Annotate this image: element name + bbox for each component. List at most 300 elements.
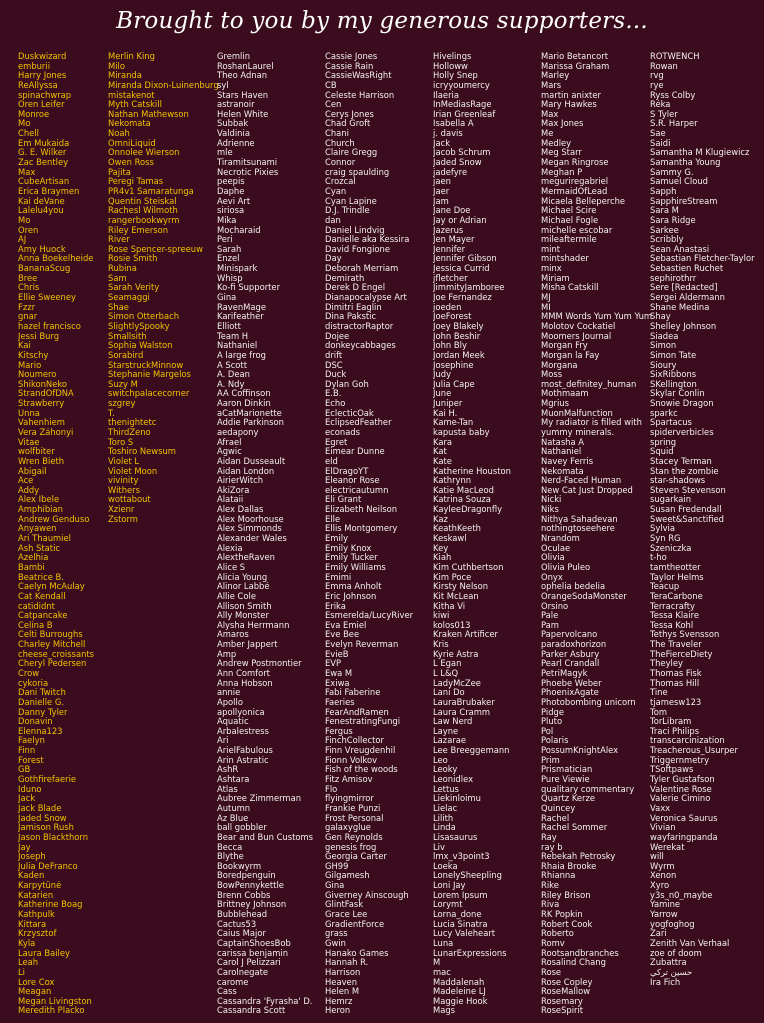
supporter-name: Stars Haven	[217, 90, 269, 100]
supporter-name: Cactus53	[217, 919, 257, 929]
supporter-name: jaen	[433, 177, 451, 187]
supporter-name: Jaded Snow	[18, 813, 67, 823]
supporter-name: Katie MacLeod	[433, 485, 494, 495]
supporter-name: Danielle G.	[18, 697, 64, 707]
supporter-name: Teacup	[650, 582, 680, 592]
supporter-name: AirierWitch	[217, 476, 264, 486]
supporter-name: Forest	[18, 755, 44, 765]
supporter-name: LadyMcZee	[433, 678, 481, 688]
supporter-name: Holly Snep	[433, 71, 478, 81]
supporter-name: Finn Vreugdenhil	[325, 746, 396, 756]
supporter-name: Réka	[650, 100, 671, 110]
supporter-name: Marissa Graham	[541, 61, 610, 71]
supporter-name: Polaris	[541, 736, 569, 746]
supporter-name: Saidi	[650, 138, 671, 148]
supporter-name: JoeForest	[433, 312, 472, 322]
supporter-name: Alysha Herrmann	[217, 620, 290, 630]
supporter-name: Kaden	[18, 871, 45, 881]
supporter-name: Moomers Journal	[541, 331, 612, 341]
supporter-name: Whisp	[217, 273, 243, 283]
supporter-name: Riley Emerson	[108, 225, 169, 235]
supporter-name: Duck	[325, 370, 347, 380]
supporter-column-7	[650, 52, 755, 987]
supporter-name: Lore Cox	[18, 977, 55, 987]
supporter-name: Nathaniel	[541, 447, 582, 457]
supporter-name: Layne	[433, 726, 459, 736]
supporter-name: Valentine Rose	[650, 784, 712, 794]
supporter-name: Roberto	[541, 929, 574, 939]
supporter-name: Simon Otterbach	[108, 312, 180, 322]
supporter-name: Elle	[325, 514, 341, 524]
supporter-name: Ellie Sweeney	[18, 293, 76, 303]
supporter-name: Amp	[217, 649, 237, 659]
supporter-name: A. Dean	[217, 370, 250, 380]
supporter-name: Withers	[108, 485, 140, 495]
supporter-name: Jessica Currid	[433, 264, 490, 274]
supporter-name: Romv	[541, 938, 565, 948]
supporter-name: Bree	[18, 273, 38, 283]
supporter-name: Gen Reynolds	[325, 832, 383, 842]
supporter-column-6	[541, 52, 652, 1016]
supporter-name: Skylar Conlin	[650, 389, 705, 399]
supporter-name: Max	[18, 167, 36, 177]
supporter-name: Zac Bentley	[18, 158, 69, 168]
supporter-name: Cyan	[325, 186, 347, 196]
supporter-name: The Traveler	[650, 640, 702, 650]
supporter-name: Sara M	[650, 206, 679, 216]
supporter-name: Snowie Dragon	[650, 399, 714, 409]
supporter-name: jadefyre	[433, 167, 468, 177]
supporter-name: Thomas Fisk	[650, 669, 702, 678]
supporter-name: Morgan Fry	[541, 341, 588, 351]
supporter-name: CaptainShoesBob	[217, 938, 291, 948]
supporter-name: Cerys Jones	[325, 109, 374, 119]
supporter-name: ReAllyssa	[18, 80, 58, 90]
supporter-name: rvg	[650, 71, 664, 81]
supporter-columns	[0, 52, 764, 1017]
supporter-name: My radiator is filled with	[541, 418, 642, 428]
supporter-name: Kaz	[433, 514, 448, 524]
supporter-name: Katarien	[18, 890, 54, 900]
supporter-name: Shae	[108, 302, 129, 312]
supporter-name: Lorymt	[433, 900, 463, 910]
supporter-name: Stephanie Margelos	[108, 370, 191, 380]
supporter-name: Helen M	[325, 987, 360, 997]
supporter-name: Micaela Belleperche	[541, 196, 626, 206]
supporter-name: Nrandom	[541, 534, 580, 544]
supporter-name: Amber Jappert	[217, 640, 278, 650]
supporter-name: icryyoumercy	[433, 80, 490, 90]
supporter-name: ArielFabulous	[217, 746, 273, 756]
supporter-name: Sara Ridge	[650, 215, 696, 225]
supporter-name: nothingtoseehere	[541, 524, 615, 534]
supporter-name: Vitae	[18, 437, 40, 447]
supporter-name: RoshanLaurel	[217, 61, 274, 71]
supporter-name: GradientForce	[325, 919, 385, 929]
supporter-name: Olivia	[541, 553, 565, 563]
supporter-name: cykoria	[18, 678, 49, 688]
supporter-name: Julia Cape	[433, 379, 475, 389]
supporter-name: Joseph	[18, 852, 46, 862]
supporter-name: Fish of the woods	[325, 765, 398, 775]
supporter-name: thenightetc	[108, 418, 157, 428]
supporter-name: Kai deVane	[18, 196, 65, 206]
supporter-name: Laura Cramm	[433, 707, 491, 717]
supporter-name: Eimear Dunne	[325, 447, 385, 457]
supporter-name: Medley	[541, 138, 572, 148]
supporter-name: Wren Bieth	[18, 456, 65, 466]
supporter-name: yogfoghog	[650, 919, 695, 929]
supporter-name: Allison Smith	[217, 601, 272, 611]
supporter-name: SixRibbons	[650, 370, 697, 380]
supporter-name: Azelhia	[18, 553, 49, 563]
supporter-name: y3s_n0_maybe	[650, 890, 713, 900]
supporter-name: Aquatic	[217, 717, 249, 727]
supporter-name: Joe Fernandez	[433, 293, 492, 303]
supporter-name: Alataii	[217, 495, 244, 505]
supporter-name: Daphe	[217, 186, 245, 196]
supporter-name: Kathpulk	[18, 910, 55, 920]
supporter-name: EVP	[325, 659, 342, 669]
supporter-name: Tessa Kohl	[650, 620, 694, 630]
supporter-name: Fionn Volkov	[325, 755, 378, 765]
supporter-name: EclipsedFeather	[325, 418, 392, 428]
supporter-name: Rosie Smith	[108, 254, 158, 264]
supporter-name: Lalelu4you	[18, 206, 64, 216]
supporter-name: Molotov Cockatiel	[541, 321, 616, 331]
supporter-name: Valdinia	[217, 129, 250, 139]
supporter-name: Onyx	[541, 572, 563, 582]
supporter-name: t-ho	[650, 553, 667, 563]
supporter-name: Suzy M	[108, 379, 138, 389]
supporter-name: mintshader	[541, 254, 589, 264]
supporter-name: joeden	[433, 302, 462, 312]
supporter-name: Gilgamesh	[325, 871, 370, 881]
supporter-name: Jack	[433, 138, 451, 148]
supporter-name: Donavin	[18, 717, 53, 727]
supporter-name: most_definitey_human	[541, 379, 637, 389]
supporter-name: Gothfirefaerie	[18, 775, 77, 785]
supporter-name: Alex Moorhouse	[217, 514, 284, 524]
supporter-name: OrangeSodaMonster	[541, 591, 627, 601]
supporter-name: Cassandra Scott	[217, 1006, 286, 1016]
supporter-name: Aidan Dusseault	[217, 456, 286, 466]
supporter-name: Sean Anastasi	[650, 244, 710, 254]
supporter-name: michelle escobar	[541, 225, 613, 235]
supporter-name: vivinity	[108, 476, 139, 486]
supporter-name: LauraBrubaker	[433, 697, 495, 707]
supporter-name: Emily	[325, 534, 349, 544]
supporter-name: Syn RG	[650, 534, 681, 544]
supporter-name: Tiramitsunami	[217, 158, 278, 168]
supporter-name: Lielac	[433, 803, 458, 813]
supporter-name: Nekomata	[541, 466, 584, 476]
supporter-name: حسين تركي	[650, 967, 693, 977]
supporter-name: Cassandra 'Fyrasha' D.	[217, 996, 313, 1006]
supporter-name: Finn	[18, 746, 36, 756]
supporter-name: ophelia bedelia	[541, 582, 606, 592]
supporter-name: Quincey	[541, 803, 576, 813]
supporter-name: Rebekah Petrosky	[541, 852, 616, 862]
supporter-name: Noumero	[18, 370, 57, 380]
supporter-name: Rhaia Brooke	[541, 861, 597, 871]
supporter-name: Amy Huock	[18, 244, 66, 254]
supporter-name: Siadea	[650, 331, 679, 341]
supporter-name: Samantha M Klugiewicz	[650, 148, 750, 158]
supporter-name: Stan the zombie	[650, 466, 719, 476]
supporter-name: PetriMagyk	[541, 669, 588, 678]
supporter-name: Lazarae	[433, 736, 467, 746]
supporter-name: RavenMage	[217, 302, 267, 312]
supporter-name: Tessa Klaire	[650, 611, 700, 621]
supporter-name: Mika	[217, 215, 237, 225]
supporter-name: Kai	[18, 341, 31, 351]
supporter-name: Krzysztof	[18, 929, 57, 939]
supporter-column-3	[217, 52, 313, 1016]
supporter-name: Bubblehead	[217, 910, 268, 920]
supporter-name: flyingmirror	[325, 794, 374, 804]
supporter-name: Faeries	[325, 697, 355, 707]
supporter-name: genesis frog	[325, 842, 377, 852]
supporter-name: RoseSpirit	[541, 1006, 584, 1016]
supporter-name: Karpytünė	[18, 881, 62, 891]
supporter-name: SlightlySpooky	[108, 321, 170, 331]
supporter-name: minx	[541, 264, 562, 274]
supporter-name: Toro S	[108, 437, 134, 447]
supporter-name: Sebastian Fletcher-Taylor	[650, 254, 755, 264]
supporter-name: Team H	[217, 331, 249, 341]
supporter-name: Crow	[18, 669, 40, 678]
supporter-name: Meagan	[18, 987, 52, 997]
supporter-name: Yarrow	[650, 910, 678, 920]
supporter-name: Meghan P	[541, 167, 583, 177]
supporter-name: Wyrm	[650, 861, 675, 871]
supporter-name: Lisasaurus	[433, 832, 478, 842]
supporter-name: Laura Bailey	[18, 948, 70, 958]
supporter-name: Arbalestress	[217, 726, 269, 736]
supporter-name: M	[433, 958, 441, 968]
supporter-name: Jaer	[433, 186, 450, 196]
supporter-name: Susan Fredendall	[650, 505, 722, 515]
supporter-name: ROTWENCH	[650, 52, 700, 61]
supporter-name: Alexia	[217, 543, 243, 553]
supporter-name: Erika	[325, 601, 346, 611]
supporter-name: Eli Grant	[325, 495, 362, 505]
supporter-name: dan	[325, 215, 341, 225]
supporter-name: Katherine Boag	[18, 900, 83, 910]
supporter-name: Shay	[650, 312, 671, 322]
supporter-name: AshR	[217, 765, 239, 775]
supporter-name: Heaven	[325, 977, 357, 987]
supporter-name: AA Coffinson	[217, 389, 271, 399]
supporter-name: Harry Jones	[18, 71, 67, 81]
supporter-name: Iduno	[18, 784, 42, 794]
supporter-name: Alex Dallas	[217, 505, 264, 515]
supporter-name: Ira Fich	[650, 977, 681, 987]
supporter-name: martin anixter	[541, 90, 601, 100]
supporter-name: TorLibram	[650, 717, 692, 727]
supporter-name: Myth Catskill	[108, 100, 162, 110]
supporter-name: Ari	[217, 736, 229, 746]
supporter-name: Aaron Dinkin	[217, 399, 271, 409]
supporter-name: Daniel Lindvig	[325, 225, 385, 235]
supporter-name: Claire Gregg	[325, 148, 378, 158]
supporter-name: Max	[541, 109, 559, 119]
supporter-name: Brittney Johnson	[217, 900, 287, 910]
supporter-name: Amphibian	[18, 505, 63, 515]
supporter-name: Irian Greenleaf	[433, 109, 496, 119]
supporter-name: Derek D Engel	[325, 283, 386, 293]
supporter-name: Vivian	[650, 823, 676, 833]
supporter-name: Key	[433, 543, 449, 553]
supporter-name: Lettus	[433, 784, 459, 794]
supporter-name: Cassie Rain	[325, 61, 374, 71]
supporter-name: Hivelings	[433, 52, 472, 61]
supporter-name: Erica Braymen	[18, 186, 80, 196]
supporter-name: Emily Tucker	[325, 553, 378, 563]
supporter-name: rangerbookwyrm	[108, 215, 180, 225]
supporter-name: Pam	[541, 620, 559, 630]
supporter-name: Lani Do	[433, 688, 465, 698]
supporter-name: Kirsty Nelson	[433, 582, 489, 592]
supporter-name: Jamison Rush	[18, 823, 74, 833]
supporter-name: Chris	[18, 283, 40, 293]
supporter-name: Mothmaam	[541, 389, 589, 399]
supporter-name: Kat	[433, 447, 447, 457]
supporter-name: PhoenixAgate	[541, 688, 599, 698]
supporter-name: aedapony	[217, 427, 259, 437]
supporter-name: TSoftpaws	[650, 765, 694, 775]
supporter-name: Lorna_done	[433, 910, 482, 920]
supporter-name: lmx_v3point3	[433, 852, 490, 862]
supporter-name: BananaScug	[18, 264, 71, 274]
supporter-name: Taylor Helms	[650, 572, 704, 582]
supporter-name: Andrew Postmontier	[217, 659, 302, 669]
supporter-name: ElDragoYT	[325, 466, 369, 476]
supporter-name: Prismatician	[541, 765, 593, 775]
supporter-name: Dani Twitch	[18, 688, 66, 698]
supporter-name: Kame-Tan	[433, 418, 474, 428]
supporter-name: Josephine	[433, 360, 474, 370]
supporter-name: Sarkee	[650, 225, 679, 235]
supporter-name: Kit McLean	[433, 591, 479, 601]
supporter-name: Jessi Burg	[18, 331, 60, 341]
supporter-name: Leoky	[433, 765, 458, 775]
supporter-name: spring	[650, 437, 677, 447]
supporter-name: Olivia Puleo	[541, 562, 591, 572]
supporter-name: Treacherous_Usurper	[650, 746, 738, 756]
supporter-name: Szeniczka	[650, 543, 692, 553]
supporter-name: galaxyglue	[325, 823, 371, 833]
supporter-name: Agwic	[217, 447, 242, 457]
supporter-name: Ari Thaumiel	[18, 534, 71, 544]
supporter-name: Hanako Games	[325, 948, 389, 958]
supporter-name: Autumn	[217, 803, 251, 813]
supporter-name: Pidge	[541, 707, 564, 717]
supporter-name: Kim Poce	[433, 572, 472, 582]
supporter-name: Minispark	[217, 264, 258, 274]
supporter-name: Megan Ringrose	[541, 158, 609, 168]
supporter-name: Mario	[18, 360, 42, 370]
supporter-name: Parker Asbury	[541, 649, 600, 659]
supporter-name: Mario Betancort	[541, 52, 608, 61]
supporter-name: Alice S	[217, 562, 246, 572]
supporter-name: Kiah	[433, 553, 452, 563]
supporter-name: Brenn Cobbs	[217, 890, 271, 900]
supporter-name: Jennifer Gibson	[433, 254, 497, 264]
supporter-name: Leo	[433, 755, 448, 765]
supporter-name: Yamine	[650, 900, 681, 910]
supporter-name: Mgrius	[541, 399, 569, 409]
supporter-name: Abigail	[18, 466, 47, 476]
supporter-name: FinchCollector	[325, 736, 384, 746]
supporter-name: peepis	[217, 177, 245, 187]
supporter-name: Sioury	[650, 360, 677, 370]
supporter-name: Zubattra	[650, 958, 687, 968]
supporter-name: Miranda	[108, 71, 142, 81]
supporter-name: Stacey Terman	[650, 456, 712, 466]
supporter-name: Flo	[325, 784, 338, 794]
supporter-name: Fitz Amisov	[325, 775, 373, 785]
supporter-name: Kitschy	[18, 350, 49, 360]
supporter-name: Ko-fi Supporter	[217, 283, 281, 293]
supporter-name: KayleeDragonfly	[433, 505, 503, 515]
supporter-name: Sae	[650, 129, 666, 139]
supporter-name: Lilith	[433, 813, 454, 823]
supporter-name: Theo Adnan	[217, 71, 268, 81]
supporter-name: Shelley Johnson	[650, 321, 717, 331]
supporter-name: Thomas Hill	[650, 678, 700, 688]
supporter-name: PossumKnightAlex	[541, 746, 619, 756]
supporter-name: Unna	[18, 408, 40, 418]
supporter-name: Owen Ross	[108, 158, 154, 168]
supporter-name: Oren Leifer	[18, 100, 65, 110]
supporter-name: Sylvia	[650, 524, 676, 534]
supporter-name: Dojee	[325, 331, 350, 341]
supporter-name: Nathaniel	[217, 341, 258, 351]
supporter-name: Atlas	[217, 784, 238, 794]
supporter-name: Moss	[541, 370, 563, 380]
supporter-name: Rike	[541, 881, 559, 891]
supporter-name: Xyro	[650, 881, 670, 891]
supporter-name: Charley Mitchell	[18, 640, 86, 650]
supporter-name: Valerie Cimino	[650, 794, 711, 804]
supporter-name: Li	[18, 967, 25, 977]
supporter-name: Emimi	[325, 572, 352, 582]
supporter-name: jfletcher	[433, 273, 468, 283]
supporter-name: Dianapocalypse Art	[325, 293, 407, 303]
supporter-name: Gina	[217, 293, 237, 303]
supporter-name: Nathan Mathewson	[108, 109, 189, 119]
supporter-name: Crozcal	[325, 177, 356, 187]
supporter-name: Alex Ibele	[18, 495, 60, 505]
supporter-name: Grace Lee	[325, 910, 368, 920]
supporter-name: tamtheotter	[650, 562, 701, 572]
supporter-name: Mo	[18, 215, 31, 225]
supporter-name: Bookwyrm	[217, 861, 262, 871]
supporter-name: Afrael	[217, 437, 242, 447]
supporter-name: Michael Scire	[541, 206, 597, 216]
supporter-name: Violet Moon	[108, 466, 158, 476]
supporter-name: kapusta baby	[433, 427, 490, 437]
supporter-name: apollyonica	[217, 707, 265, 717]
supporter-name: ShikonNeko	[18, 379, 68, 389]
supporter-name: electricautumn	[325, 485, 389, 495]
supporter-name: zoe of doom	[650, 948, 702, 958]
supporter-name: Elizabeth Neilson	[325, 505, 398, 515]
supporter-name: A. Ndy	[217, 379, 245, 389]
supporter-name: Andrew Genduso	[18, 514, 90, 524]
